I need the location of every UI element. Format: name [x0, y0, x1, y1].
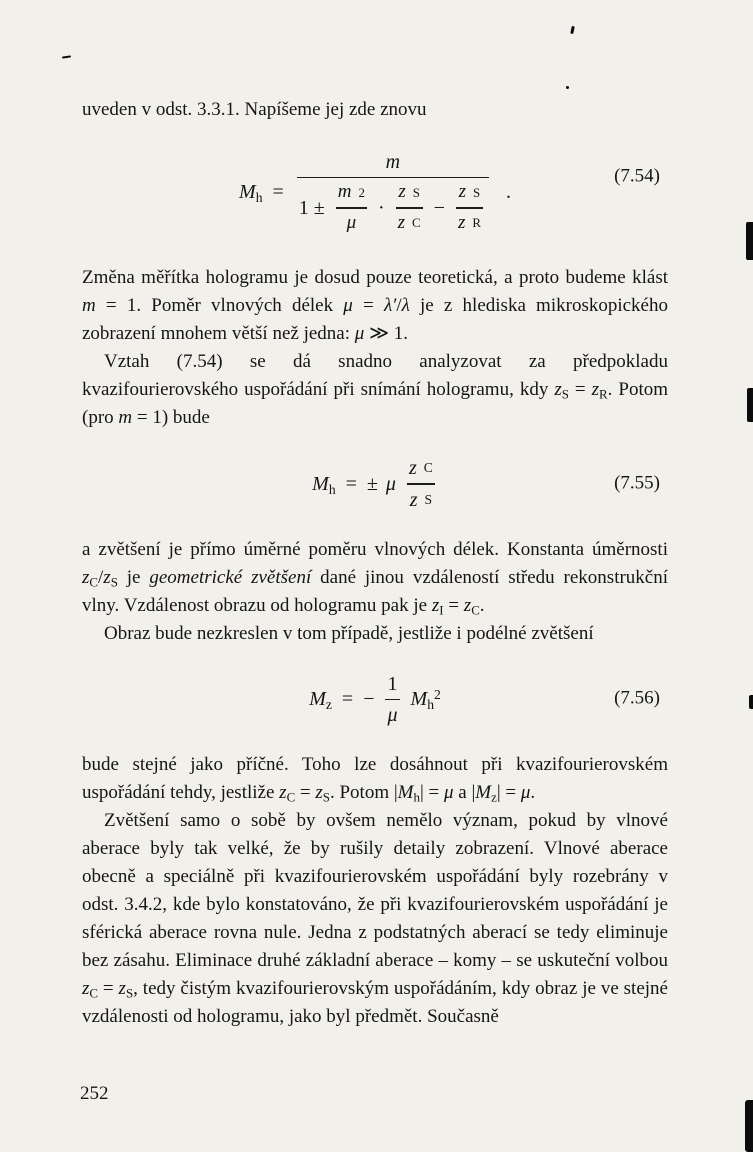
equation-body — [239, 150, 511, 234]
page-number: 252 — [80, 1083, 109, 1104]
main-fraction: m 1 ± m 2 μ · z S z C − z S z R — [297, 150, 489, 234]
scan-artifact — [62, 55, 71, 58]
equation-7-54 — [82, 150, 668, 234]
paragraph: a zvětšení je přímo úměrné poměru vlnových délek. Konstanta úměrnosti $z_C/z_S$ je geometrické zvětšení dané jinou vzdáleností středu rekonstrukční vlny. Vzdálenost obrazu od hologramu pak je $z_I = z_C$. — [82, 538, 669, 618]
scan-artifact — [566, 86, 569, 89]
mu-symbol: μ — [385, 473, 396, 496]
equation-body — [309, 672, 441, 727]
minus-sign: − — [433, 196, 445, 219]
scan-artifact — [570, 26, 575, 34]
paragraph: bude stejné jako příčné. Toho lze dosáhnout při kvazifourierovském uspořádání tehdy, jestliže $z_C = z_S$. Potom $|M_h| = \mu$ a $|M_z| = \mu$. — [82, 754, 668, 805]
cdot-sign: · — [377, 196, 385, 219]
denominator-row — [297, 181, 489, 234]
equation-7-56 — [82, 672, 668, 727]
scan-artifact — [746, 222, 753, 260]
minus-sign: − — [363, 688, 375, 711]
equation-body — [312, 456, 438, 511]
scan-artifact — [749, 695, 753, 709]
paragraph: Obraz bude nezkreslen v tom případě, jestliže i podélné zvětšení — [104, 622, 594, 644]
eq756-rhs: $M_h^2$ — [410, 687, 441, 713]
equals-sign: = — [341, 688, 354, 711]
fraction-bar — [336, 207, 367, 208]
fraction-zs-zc: z S z C — [397, 181, 421, 233]
fraction-1-mu: $\frac{1}{\mu}$ — [387, 672, 398, 727]
intro-text: uveden v odst. 3.3.1. Napíšeme jej zde znovu — [82, 99, 427, 120]
equation-number: (7.56) — [614, 688, 660, 710]
eq756-lhs: $M_z$ — [309, 688, 332, 713]
equation-7-55 — [82, 456, 668, 511]
fraction-m2-mu: m 2 μ — [337, 181, 365, 233]
fraction-bar — [385, 699, 399, 700]
paragraph: Zvětšení samo o sobě by ovšem nemělo význam, pokud by vlnové aberace byly tak velké, že by rušily detaily zobrazení. Vlnové aberace obecně a speciálně při kvazifourierovském uspořádání byly rozebrány v odst. 3.4.2, kde bylo konstatováno, že při kvazifourierovském uspořádání je sférická aberace rovna nule. Jedna z podstatných aberací se tedy eliminuje bez zásahu. Eliminace druhé základní aberace – komy – se uskuteční volbou $z_C = z_S$, tedy čistým kvazifourierovským uspořádáním, kdy obraz je ve stejné vzdálenosti od hologramu, jako byl předmět. Současně — [82, 810, 668, 1028]
fraction-bar — [407, 483, 435, 484]
equals-sign: = — [272, 181, 284, 204]
scan-artifact — [747, 388, 753, 422]
fraction-bar — [396, 207, 423, 208]
fraction-zs-zr: z S z R — [457, 181, 481, 233]
trailing-period: . — [505, 181, 511, 204]
scan-artifact — [745, 1100, 753, 1152]
equation-number: (7.55) — [614, 472, 660, 494]
fraction-bar — [456, 207, 483, 208]
plus-minus-sign: ± — [366, 473, 378, 496]
den-prefix: 1 ± — [298, 196, 325, 219]
paragraph: Vztah (7.54) se dá snadno analyzovat za předpokladu kvazifourierovského uspořádání při snímání hologramu, kdy $z_S = z_R$. Potom (pro m = 1) bude — [82, 351, 669, 429]
eq754-lhs: $M_h$ — [239, 181, 263, 205]
equation-number: (7.54) — [614, 165, 660, 187]
fraction-bar — [297, 177, 489, 178]
fraction-zc-zs: z C z S — [408, 457, 433, 511]
equals-sign: = — [345, 473, 357, 496]
eq755-lhs: $M_h$ — [312, 473, 336, 497]
paragraph: Změna měřítka hologramu je dosud pouze teoretická, a proto budeme klást m = 1. Poměr vlnových délek μ = λ′/λ je z hlediska mikroskopického zobrazení mnohem větší než jedna: μ ≫ 1. — [82, 267, 668, 345]
